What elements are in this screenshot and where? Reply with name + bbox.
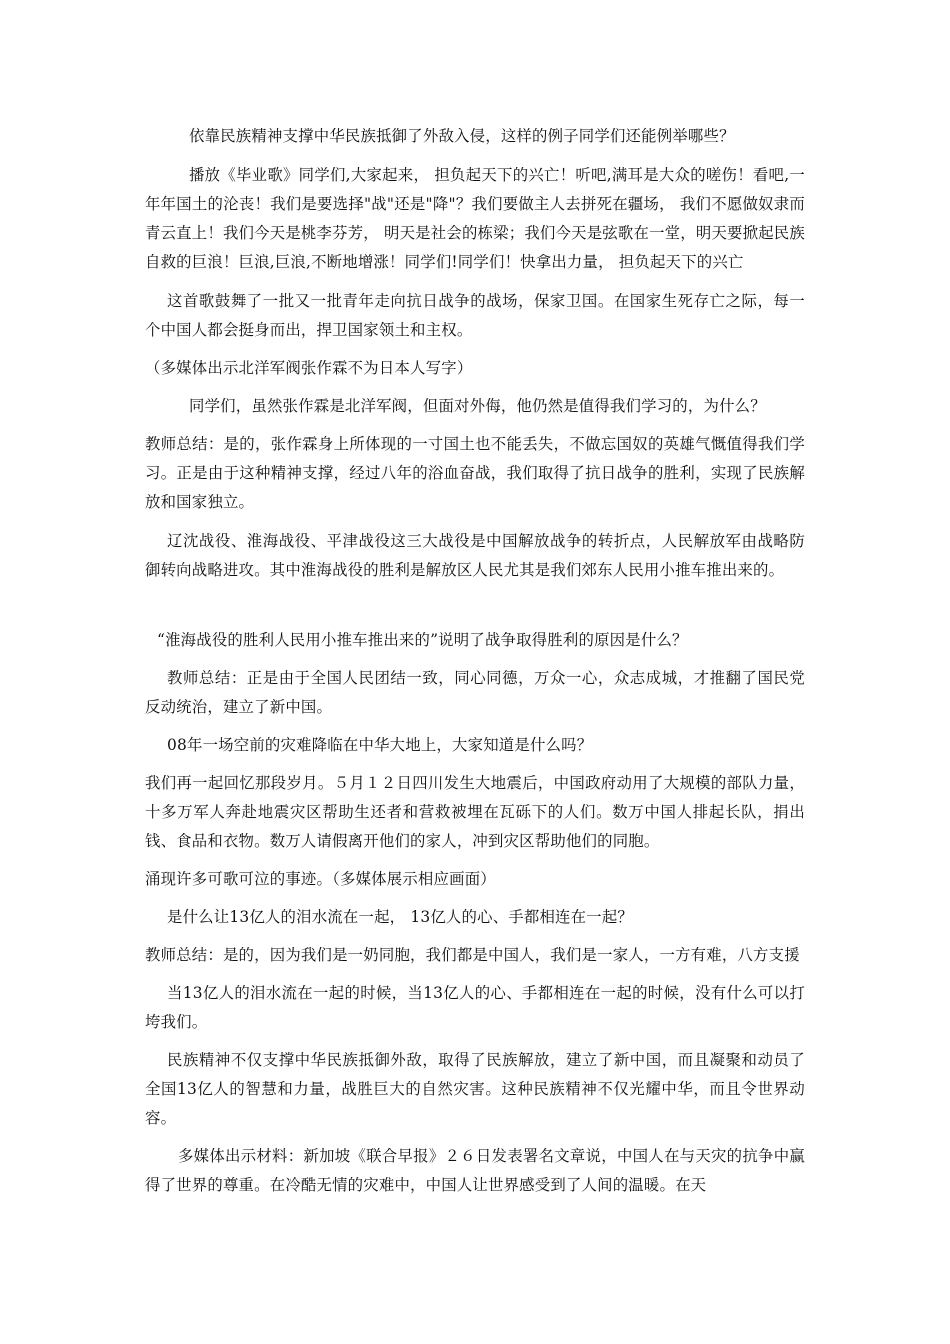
paragraph-12: 涌现许多可歌可泣的事迹。（多媒体展示相应画面） [145,870,496,888]
paragraph-8: “淮海战役的胜利人民用小推车推出来的”说明了战争取得胜利的原因是什么？ [157,631,688,649]
paragraph-16: 民族精神不仅支撑中华民族抵御外敌，取得了民族解放，建立了新中国，而且凝聚和动员了全国13亿人的智慧和力量，战胜巨大的自然灾害。这种民族精神不仅光耀中华，而且令世界动容。 [145,1051,805,1127]
paragraph-11: 我们再一起回忆那段岁月。５月１２日四川发生大地震后，中国政府动用了大规模的部队力量，十多万军人奔赴地震灾区帮助生还者和营救被埋在瓦砾下的人们。数万中国人排起长队，捐出钱、食品和衣物。数万人请假离开他们的家人，冲到灾区帮助他们的同胞。 [145,774,805,850]
paragraph-5: 同学们，虽然张作霖是北洋军阀，但面对外侮，他仍然是值得我们学习的，为什么？ [189,397,766,415]
document-page [145,122,805,1200]
paragraph-14: 教师总结：是的，因为我们是一奶同胞，我们都是中国人，我们是一家人，一方有难，八方支援 [145,946,800,964]
paragraph-6: 教师总结：是的，张作霖身上所体现的一寸国土也不能丢失，不做忘国奴的英雄气慨值得我们学习。正是由于这种精神支撑，经过八年的浴血奋战，我们取得了抗日战争的胜利，实现了民族解放和国家独立。 [145,435,805,511]
paragraph-10: 08年一场空前的灾难降临在中华大地上，大家知道是什么吗？ [167,736,593,754]
paragraph-7: 辽沈战役、淮海战役、平津战役这三大战役是中国解放战争的转折点，人民解放军由战略防御转向战略进攻。其中淮海战役的胜利是解放区人民尤其是我们郊东人民用小推车推出来的。 [145,532,805,579]
paragraph-2: 播放《毕业歌》同学们,大家起来， 担负起天下的兴亡！听吧,满耳是大众的嗟伤！看吧,一年年国土的沦丧！我们是要选择"战"还是"降"？我们要做主人去拼死在疆场， 我们不愿做奴隶而青云直上！我们今天是桃李芬芳， 明天是社会的栋梁；我们今天是弦歌在一堂，明天要掀起民族自救的巨浪！巨浪,巨浪,不断地增涨！同学们!同学们！快拿出力量， 担负起天下的兴亡 [145,166,805,271]
paragraph-1: 依靠民族精神支撑中华民族抵御了外敌入侵，这样的例子同学们还能例举哪些？ [189,127,735,145]
paragraph-13: 是什么让13亿人的泪水流在一起， 13亿人的心、手都相连在一起？ [167,908,634,926]
paragraph-3: 这首歌鼓舞了一批又一批青年走向抗日战争的战场，保家卫国。在国家生死存亡之际，每一个中国人都会挺身而出，捍卫国家领土和主权。 [145,292,805,339]
paragraph-17: 多媒体出示材料：新加坡《联合早报》２６日发表署名文章说，中国人在与天灾的抗争中赢得了世界的尊重。在冷酷无情的灾难中，中国人让世界感受到了人间的温暖。在天 [145,1147,805,1194]
paragraph-15: 当13亿人的泪水流在一起的时候，当13亿人的心、手都相连在一起的时候，没有什么可以打垮我们。 [145,984,805,1031]
paragraph-4: （多媒体出示北洋军阀张作霖不为日本人写字） [145,359,473,377]
paragraph-9: 教师总结：正是由于全国人民团结一致，同心同德，万众一心，众志成城，才推翻了国民党反动统治，建立了新中国。 [145,669,805,716]
